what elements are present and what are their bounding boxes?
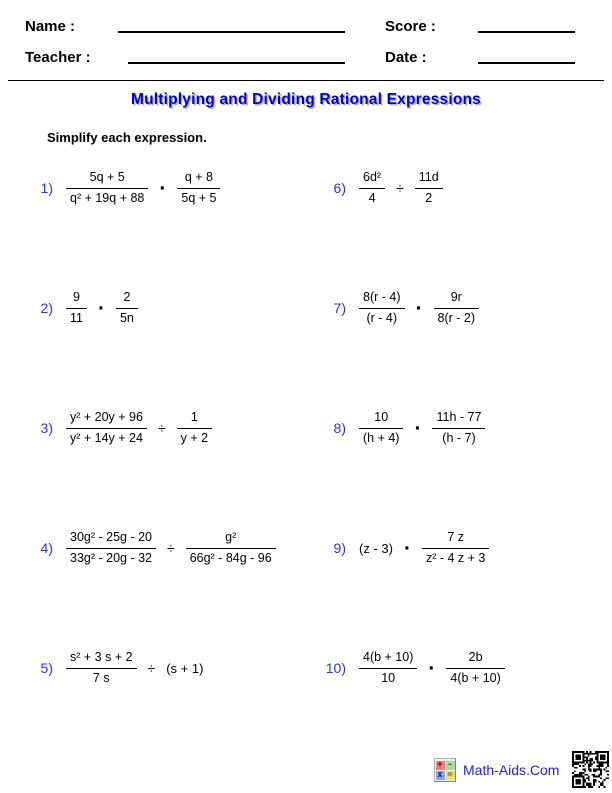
problem [25,158,315,278]
expression [66,170,220,206]
problems-column-right [318,158,612,758]
problem [25,398,315,518]
denominator: 7 s [92,670,110,685]
numerator: g² [186,530,276,549]
math-aids-logo-icon [434,758,456,782]
teacher-label: Teacher : [25,49,91,66]
fraction [359,410,403,446]
multiply-operator: · [159,176,167,200]
expression [66,410,212,446]
denominator: 66g² - 84g - 96 [189,550,272,565]
multiply-operator: · [403,536,411,560]
expression [359,290,479,326]
fraction [432,410,485,446]
problem [318,158,612,278]
expression [359,410,485,446]
numerator: 7 z [422,530,489,549]
problem [318,638,612,758]
brand-text: Math-Aids.Com [463,762,560,778]
date-label: Date : [385,49,427,66]
fraction [116,290,138,326]
fraction [359,170,385,206]
numerator: 4(b + 10) [359,650,417,669]
fraction [177,410,212,446]
problem [318,278,612,398]
problem-number: 10) [325,660,346,676]
numerator: 2 [116,290,138,309]
denominator: 33g² - 20g - 32 [70,550,152,565]
denominator: 5n [119,310,134,325]
numerator: 2b [446,650,504,669]
numerator: 11h - 77 [432,410,485,429]
term: (s + 1) [166,660,204,676]
denominator: 4(b + 10) [450,670,501,685]
fraction [415,170,443,206]
numerator: 5q + 5 [66,170,148,189]
fraction [66,170,148,206]
fraction [434,290,480,326]
denominator: y + 2 [180,430,209,445]
header-divider [8,80,604,81]
expression [359,530,489,566]
problem-number: 4) [40,540,53,556]
numerator: y² + 20y + 96 [66,410,147,429]
denominator: 11 [70,310,83,325]
worksheet-title: Multiplying and Dividing Rational Expressions [130,91,482,108]
multiply-operator: · [414,416,422,440]
name-field-line[interactable] [118,31,345,33]
expression [359,650,505,686]
fraction [177,170,220,206]
numerator: 6d² [359,170,385,189]
numerator: 1 [177,410,212,429]
fraction [359,650,417,686]
denominator: y² + 14y + 24 [70,430,143,445]
problems-column-left [25,158,315,758]
denominator: 4 [368,190,376,205]
fraction [359,290,405,326]
divide-operator: ÷ [157,420,166,437]
teacher-field-line[interactable] [128,62,345,64]
divide-operator: ÷ [167,540,175,557]
fraction [66,650,137,686]
problem-number: 9) [333,540,346,556]
fraction [66,410,147,446]
denominator: z² - 4 z + 3 [425,550,486,565]
fraction [66,290,87,326]
denominator: (h + 4) [363,430,400,445]
logo-symbol: = [447,769,453,780]
numerator: 30g² - 25g - 20 [66,530,156,549]
denominator: 5q + 5 [181,190,217,205]
denominator: q² + 19q + 88 [70,190,145,205]
divide-operator: ÷ [147,660,156,677]
problem-number: 6) [333,180,346,196]
problem-number: 5) [40,660,53,676]
multiply-operator: · [428,656,436,680]
problem [25,518,315,638]
problem [25,278,315,398]
numerator: 9 [66,290,87,309]
logo-symbol: x [437,769,443,780]
problem [318,398,612,518]
numerator: 11d [415,170,443,189]
problem-number: 2) [40,300,53,316]
logo-symbol: + [437,759,443,770]
name-label: Name : [25,18,76,35]
fraction [446,650,504,686]
numerator: 10 [359,410,403,429]
denominator: 10 [381,670,396,685]
multiply-operator: · [97,296,105,320]
fraction [422,530,489,566]
instruction-text: Simplify each expression. [47,130,207,145]
denominator: (h - 7) [442,430,476,445]
expression [359,170,443,206]
numerator: 8(r - 4) [359,290,405,309]
score-label: Score : [385,18,436,35]
numerator: 9r [434,290,480,309]
score-field-line[interactable] [478,31,575,33]
denominator: 2 [425,190,433,205]
divide-operator: ÷ [396,180,404,197]
term: (z - 3) [359,540,393,556]
qr-code [572,751,609,788]
logo-symbol: - [447,759,453,770]
numerator: q + 8 [177,170,220,189]
expression [66,650,203,686]
fraction [66,530,156,566]
problem [25,638,315,758]
problem-number: 7) [333,300,346,316]
multiply-operator: · [415,296,423,320]
expression [66,530,276,566]
numerator: s² + 3 s + 2 [66,650,137,669]
date-field-line[interactable] [478,62,575,64]
problem-number: 8) [333,420,346,436]
denominator: (r - 4) [366,310,398,325]
math-aids-link[interactable] [434,758,559,782]
problem-number: 3) [40,420,53,436]
problem [318,518,612,638]
denominator: 8(r - 2) [437,310,475,325]
problem-number: 1) [40,180,53,196]
fraction [186,530,276,566]
expression [66,290,138,326]
